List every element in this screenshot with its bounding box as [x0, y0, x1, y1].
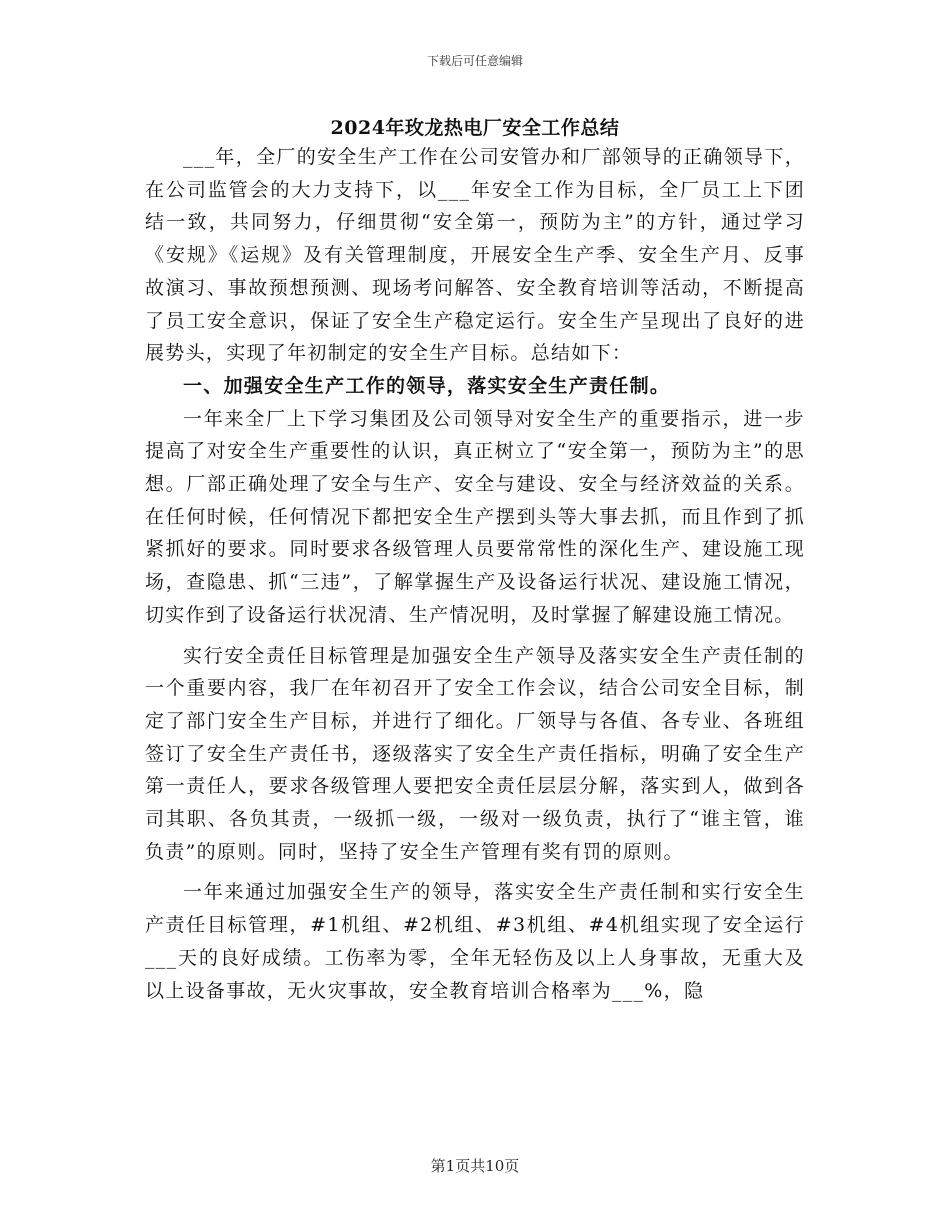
- body-paragraph: 一年来通过加强安全生产的领导，落实安全生产责任制和实行安全生产责任目标管理，#1机组、#2机组、#3机组、#4机组实现了安全运行___天的良好成绩。工伤率为零，全年无轻伤及以上人身事故，无重大及以上设备事故，无火灾事故，安全教育培训合格率为___%，隐: [145, 881, 805, 1002]
- document-body: [145, 141, 805, 1007]
- download-note: 下载后可任意编辑: [426, 54, 523, 68]
- body-paragraph: 实行安全责任目标管理是加强安全生产领导及落实安全生产责任制的一个重要内容，我厂在年初召开了安全工作会议，结合公司安全目标，制定了部门安全生产目标，并进行了细化。厂领导与各值、各专业、各班组签订了安全生产责任书，逐级落实了安全生产责任指标，明确了安全生产第一责任人，要求各级管理人要把安全责任层层分解，落实到人，做到各司其职、各负其责，一级抓一级，一级对一级负责，执行了“谁主管，谁负责”的原则。同时，坚持了安全生产管理有奖有罚的原则。: [145, 644, 805, 863]
- document-title: 2024年玫龙热电厂安全工作总结: [330, 117, 620, 139]
- section-heading-1: 一、加强安全生产工作的领导，落实安全生产责任制。: [183, 374, 671, 397]
- page-number: 第1页共10页: [430, 1157, 520, 1175]
- intro-paragraph: ___年，全厂的安全生产工作在公司安管办和厂部领导的正确领导下，在公司监管会的大力支持下，以___年安全工作为目标，全厂员工上下团结一致，共同努力，仔细贯彻“安全第一，预防为主”的方针，通过学习《安规》《运规》及有关管理制度，开展安全生产季、安全生产月、反事故演习、事故预想预测、现场考问解答、安全教育培训等活动，不断提高了员工安全意识，保证了安全生产稳定运行。安全生产呈现出了良好的进展势头，实现了年初制定的安全生产目标。总结如下：: [145, 146, 805, 365]
- body-paragraph: 一年来全厂上下学习集团及公司领导对安全生产的重要指示，进一步提高了对安全生产重要性的认识，真正树立了“安全第一，预防为主”的思想。厂部正确处理了安全与生产、安全与建设、安全与经济效益的关系。在任何时候，任何情况下都把安全生产摆到头等大事去抓，而且作到了抓紧抓好的要求。同时要求各级管理人员要常常性的深化生产、建设施工现场，查隐患、抓“三违”，了解掌握生产及设备运行状况、建设施工情况，切实作到了设备运行状况清、生产情况明，及时掌握了解建设施工情况。: [145, 407, 805, 626]
